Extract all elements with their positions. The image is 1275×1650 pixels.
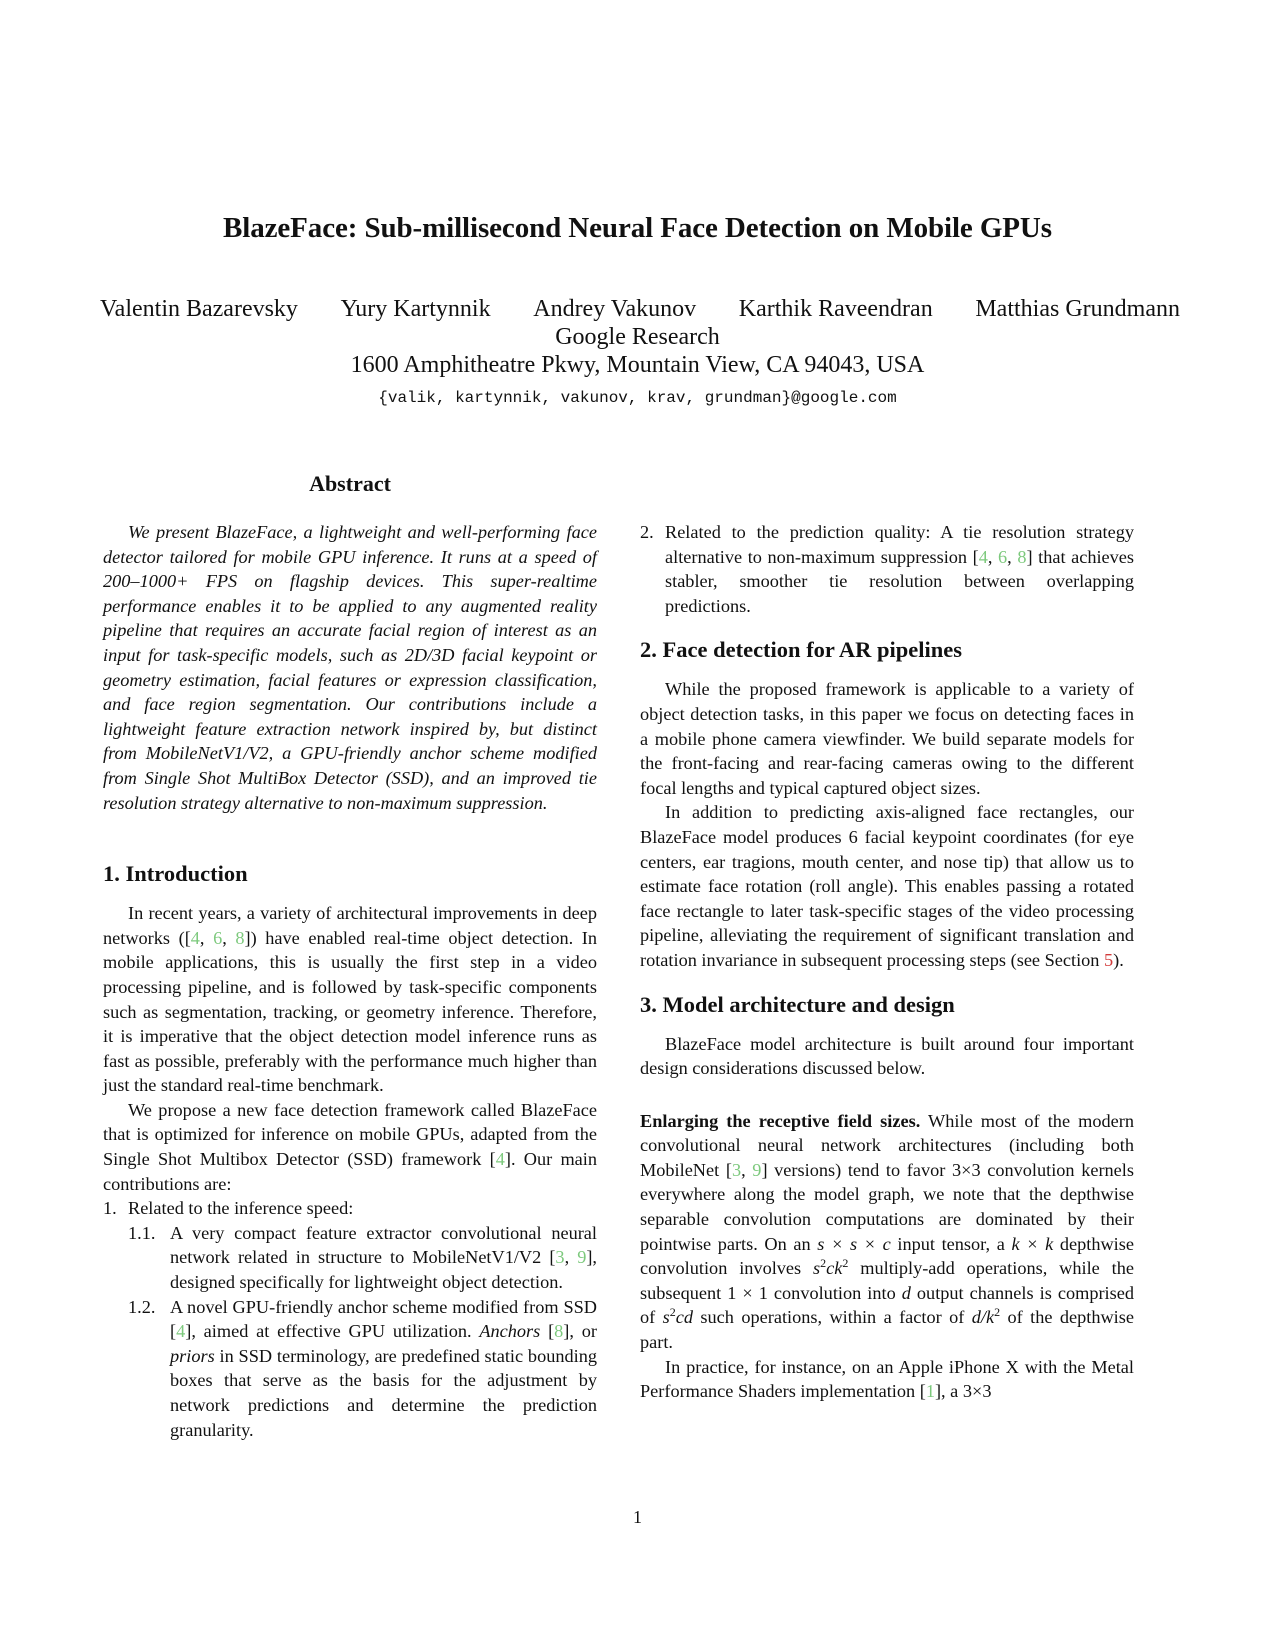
right-column-continuation	[640, 470, 1134, 518]
section3-paragraph-2: Enlarging the receptive field sizes. While most of the modern convolutional neural network architectures (including both MobileNet [3, 9] versions) tend to favor 3×3 convolution kernels everywhere along the model graph, we note that the depthwise separable convolution computations are dominated by their pointwise parts. On an s × s × c input tensor, a k × k depthwise convolution involves $s^2ck^2$ multiply-add operations, while the subsequent 1 × 1 convolution into d output channels is comprised of $s^2cd$ such operations, within a factor of $d/k^2$ of the depthwise part.	[640, 1110, 1135, 1353]
left-column	[103, 470, 597, 1442]
list-number: 1.1.	[128, 1222, 156, 1243]
abstract-text: We present BlazeFace, a lightweight and well-performing face detector tailored for mobile GPU inference. It runs at a speed of 200–1000+ FPS on flagship devices. This super-realtime performance enables it to be applied to any augmented reality pipeline that requires an accurate facial region of interest as an input for task-specific models, such as 2D/3D facial keypoint or geometry estimation, facial features or expression classification, and face region segmentation. Our contributions include a lightweight feature extraction network inspired by, but distinct from MobileNetV1/V2, a GPU-friendly anchor scheme modified from Single Shot MultiBox Detector (SSD), and an improved tie resolution strategy alternative to non-maximum suppression.	[103, 522, 597, 813]
author-name: Andrey Vakunov	[533, 296, 697, 322]
organization: Google Research	[555, 324, 720, 350]
section-reference-link[interactable]: 5	[1104, 949, 1114, 970]
intro-paragraph-1: In recent years, a variety of architectural improvements in deep networks ([4, 6, 8]) have enabled real-time object detection. In mobile applications, this is usually the first step in a video processing pipeline, and is followed by task-specific components such as segmentation, tracking, or geometry inference. Therefore, it is imperative that the object detection model inference runs as fast as possible, preferably with the performance much higher than just the standard real-time benchmark.	[103, 903, 597, 1096]
citation-link[interactable]: 3	[731, 1159, 742, 1180]
author-name: Matthias Grundmann	[975, 296, 1180, 322]
abstract-heading: Abstract	[309, 471, 391, 496]
author-emails: {valik, kartynnik, vakunov, krav, grundman}@google.com	[378, 389, 897, 407]
list-item: 1.2. A novel GPU-friendly anchor scheme modified from SSD [4], aimed at effective GPU utilization. Anchors [8], or priors in SSD terminology, are predefined static bounding boxes that serve as the basis for the adjustment by network predictions and determine the prediction granularity.	[128, 1296, 597, 1440]
citation-link[interactable]: 8	[235, 927, 245, 948]
citation-link[interactable]: 8	[1017, 546, 1027, 567]
citation-link[interactable]: 4	[495, 1149, 505, 1170]
list-item: 1. Related to the inference speed:	[103, 1196, 597, 1221]
author-list	[100, 296, 1180, 323]
citation-link[interactable]: 8	[554, 1321, 564, 1342]
list-number: 1.	[103, 1198, 117, 1219]
page-number: 1	[633, 1507, 642, 1527]
author-name: Karthik Raveendran	[738, 296, 933, 322]
section-heading-introduction: 1. Introduction	[103, 861, 248, 887]
author-name: Yury Kartynnik	[340, 296, 491, 322]
paragraph-heading: Enlarging the receptive field sizes.	[640, 1110, 921, 1131]
citation-link[interactable]: 6	[213, 927, 223, 948]
address: 1600 Amphitheatre Pkwy, Mountain View, CA 94043, USA	[350, 352, 925, 378]
citation-link[interactable]: 4	[176, 1321, 186, 1342]
list-number: 2.	[640, 522, 654, 542]
section3-paragraph-1: BlazeFace model architecture is built around four important design considerations discussed below.	[640, 1033, 1134, 1079]
section2-paragraph-1: While the proposed framework is applicable to a variety of object detection tasks, in this paper we focus on detecting faces in a mobile phone camera viewfinder. We build separate models for the front-facing and rear-facing cameras owing to the different focal lengths and typical captured object sizes.	[640, 679, 1134, 798]
list-item: 1.1. A very compact feature extractor convolutional neural network related in structure to MobileNetV1/V2 [3, 9], designed specifically for lightweight object detection.	[128, 1222, 597, 1293]
author-name: Valentin Bazarevsky	[100, 296, 298, 322]
section-heading-face-detection: 2. Face detection for AR pipelines	[640, 637, 963, 663]
citation-link[interactable]: 9	[752, 1159, 762, 1180]
citation-link[interactable]: 6	[998, 546, 1008, 567]
section2-paragraph-2: In addition to predicting axis-aligned face rectangles, our BlazeFace model produces 6 facial keypoint coordinates (for eye centers, ear tragions, mouth center, and nose tip) that allow us to estimate face rotation (roll angle). This enables passing a rotated face rectangle to later task-specific stages of the video processing pipeline, alleviating the requirement of significant translation and rotation invariance in subsequent processing steps (see Section 5).	[640, 802, 1134, 970]
citation-link[interactable]: 4	[190, 927, 200, 948]
paper-title: BlazeFace: Sub-millisecond Neural Face Detection on Mobile GPUs	[223, 212, 1052, 244]
section-heading-model-architecture: 3. Model architecture and design	[640, 991, 955, 1017]
citation-link[interactable]: 1	[925, 1381, 935, 1402]
right-column	[640, 520, 1134, 1404]
citation-link[interactable]: 3	[555, 1247, 565, 1268]
section3-paragraph-3: In practice, for instance, on an Apple iPhone X with the Metal Performance Shaders implementation [1], a 3×3	[640, 1356, 1134, 1402]
list-item: 2. Related to the prediction quality: A tie resolution strategy alternative to non-maximum suppression [4, 6, 8] that achieves stabler, smoother tie resolution between overlapping predictions.	[640, 522, 1135, 616]
citation-link[interactable]: 4	[978, 546, 988, 567]
list-number: 1.2.	[128, 1296, 156, 1317]
citation-link[interactable]: 9	[577, 1247, 587, 1268]
intro-paragraph-2: We propose a new face detection framework called BlazeFace that is optimized for inference on mobile GPUs, adapted from the Single Shot Multibox Detector (SSD) framework [4]. Our main contributions are:	[103, 1099, 597, 1194]
